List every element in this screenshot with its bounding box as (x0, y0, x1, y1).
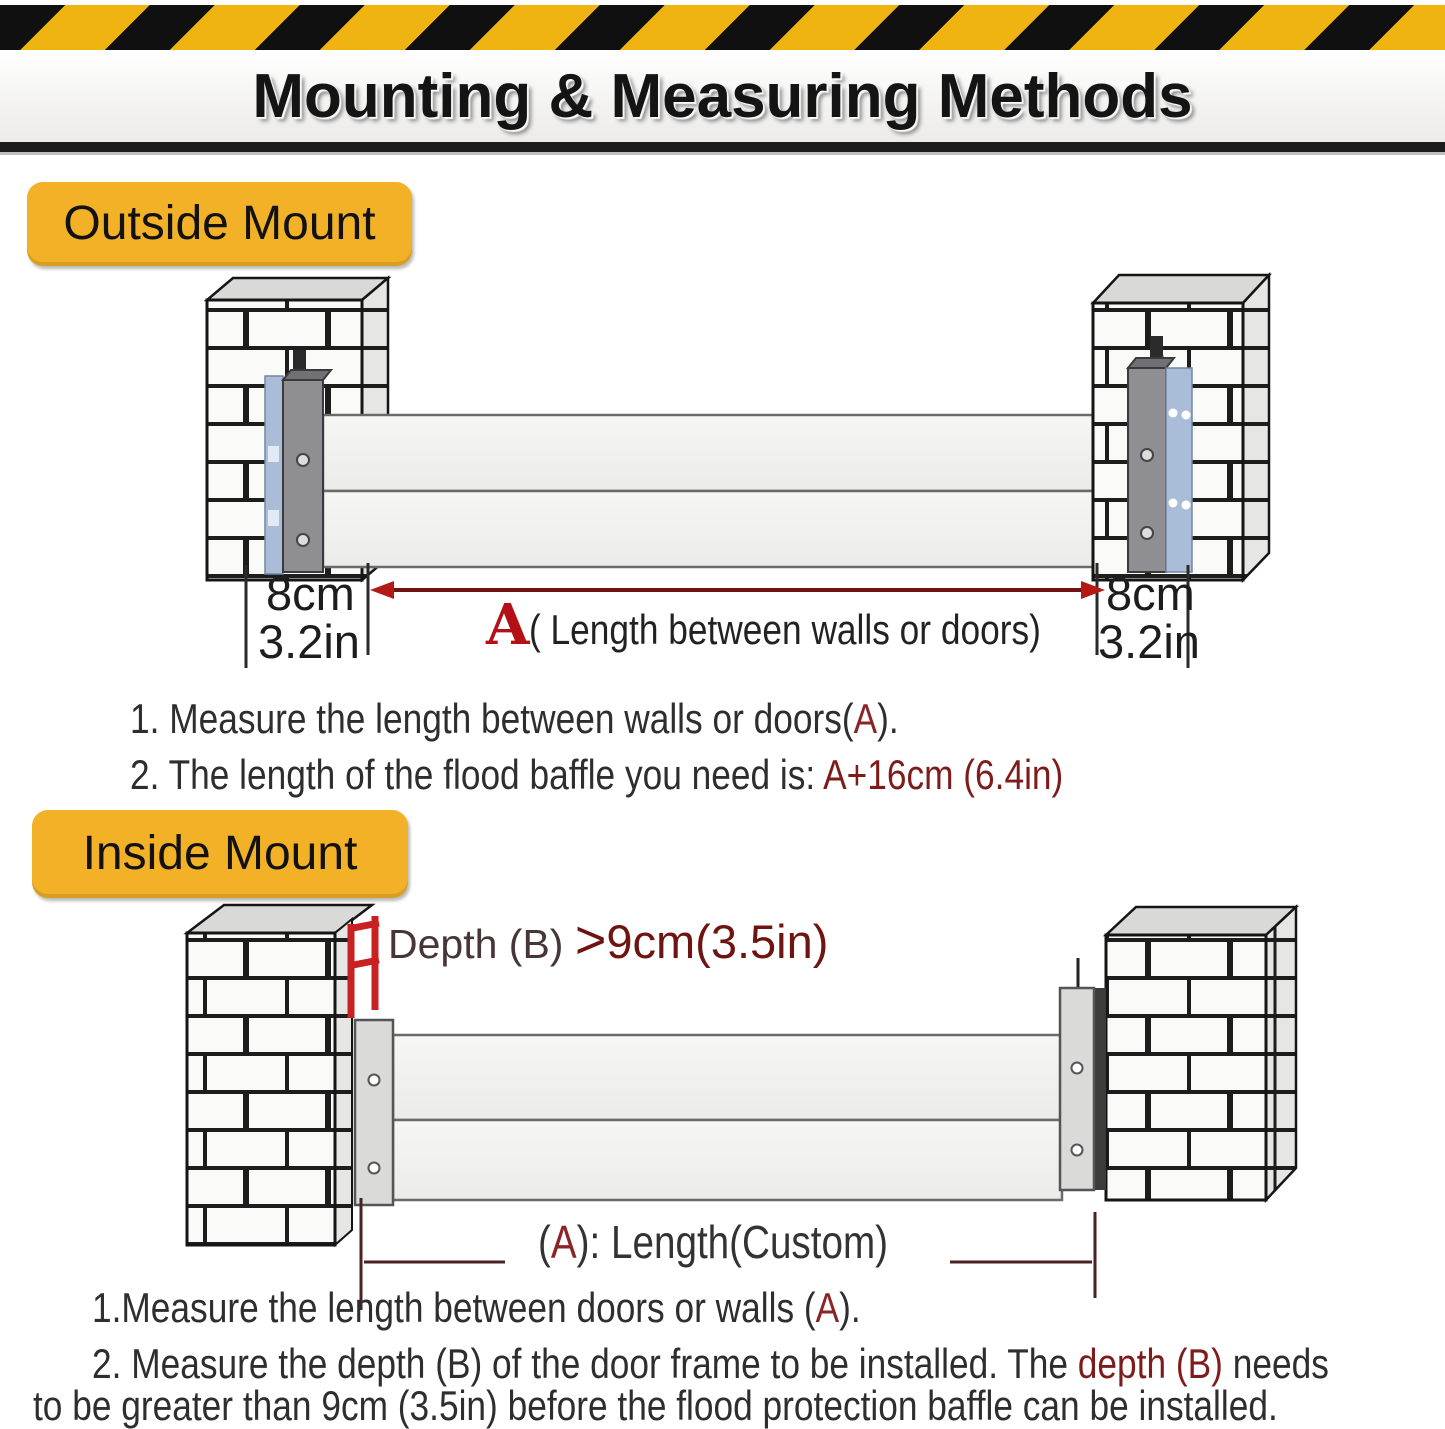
outside-left-cm: 8cm (266, 567, 355, 620)
outside-right-cm: 8cm (1106, 567, 1195, 620)
barrier-panels (323, 415, 1129, 567)
dimension-a-letter: A (486, 592, 530, 658)
left-mounting-bracket (265, 350, 331, 574)
outside-mount-label: Outside Mount (27, 182, 412, 266)
page-title: Mounting & Measuring Methods (252, 61, 1193, 131)
inside-step-1: 1.Measure the length between doors or walls (A). (92, 1284, 861, 1331)
outside-right-in: 3.2in (1098, 615, 1200, 668)
outside-step-1: 1. Measure the length between walls or doors(A). (130, 695, 899, 742)
right-channel-bracket (1060, 958, 1094, 1190)
inside-step-2-cont: to be greater than 9cm (3.5in) before the flood protection baffle can be installed. (33, 1382, 1278, 1429)
barrier-panels (393, 1035, 1062, 1200)
inside-step-2: 2. Measure the depth (B) of the door frame to be installed. The depth (B) needs (92, 1340, 1329, 1387)
caution-tape-banner (0, 5, 1445, 50)
dimension-a-text: ( Length between walls or doors) (529, 606, 1042, 653)
inside-mount-label: Inside Mount (32, 810, 408, 898)
right-mounting-bracket (1128, 336, 1192, 572)
outside-step-2: 2. The length of the flood baffle you need is: A+16cm (6.4in) (130, 751, 1064, 798)
outside-dimension-caption (486, 592, 1139, 658)
depth-caption: Depth (B) >9cm(3.5in) (388, 910, 829, 970)
depth-measure-marker (348, 916, 379, 1018)
title-band (0, 50, 1445, 142)
outside-left-in: 3.2in (258, 615, 360, 668)
inside-dimension-caption: (A): Length(Custom) (538, 1216, 889, 1268)
left-pillar (187, 905, 372, 1245)
left-channel-bracket (355, 1020, 393, 1205)
right-pillar (1094, 907, 1296, 1200)
header-divider-bar (0, 142, 1445, 155)
